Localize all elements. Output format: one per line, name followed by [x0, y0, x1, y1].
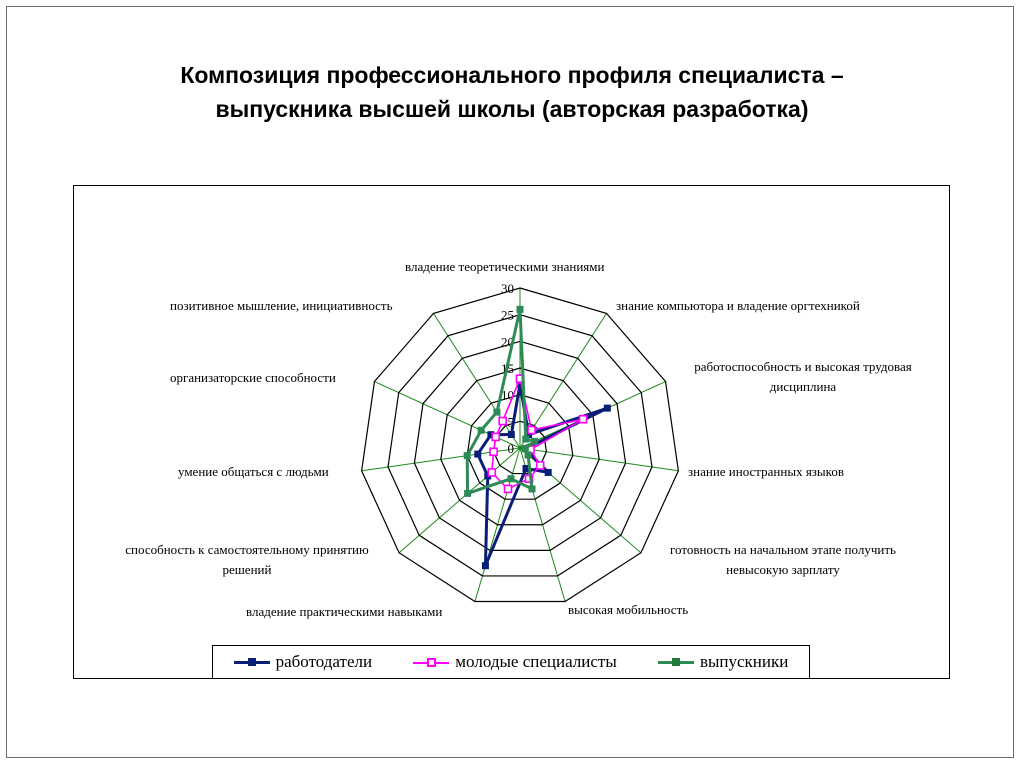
radar-tick-label-5: 25 [501, 307, 514, 323]
axis-label-practical-skills: владение практическими навыками [246, 604, 443, 619]
series-2-point-9 [478, 427, 485, 434]
axis-label-organizational: организаторские способности [170, 370, 336, 385]
legend-item-employers [234, 652, 373, 672]
axis-label-theoretical-knowledge: владение теоретическими знаниями [405, 259, 605, 274]
series-2-point-1 [522, 436, 529, 443]
slide-title-line-2: выпускника высшей школы (авторская разработка) [215, 96, 809, 122]
radar-tick-label-2: 10 [501, 387, 514, 403]
series-2-point-6 [507, 475, 514, 482]
series-1-point-8 [490, 448, 497, 455]
series-1-point-10 [499, 418, 506, 425]
axis-label-low-salary-text: готовность на начальном этапе получить невысокую зарплату [670, 542, 896, 577]
series-1-point-9 [492, 433, 499, 440]
radar-tick-label-6: 30 [501, 281, 514, 296]
legend-label-graduates: выпускники [699, 652, 789, 671]
series-2-point-5 [529, 485, 536, 492]
series-0-point-10 [508, 431, 515, 438]
series-0-point-6 [482, 562, 489, 569]
series-2-point-2 [531, 438, 538, 445]
chart-legend [212, 645, 810, 679]
axis-label-low-salary [648, 540, 918, 580]
series-1-point-6 [504, 485, 511, 492]
axis-label-mobility: высокая мобильность [568, 602, 689, 617]
series-0-point-4 [545, 469, 552, 476]
legend-label-employers: работодатели [275, 652, 373, 671]
series-2-point-0 [517, 306, 524, 313]
axis-label-computer-skills: знание компьютора и владение оргтехникой [616, 298, 860, 313]
legend-label-young-specialists: молодые специалисты [455, 652, 617, 671]
legend-item-young-specialists [413, 652, 616, 672]
series-2-point-10 [493, 409, 500, 416]
axis-label-work-discipline-text: работоспособность и высокая трудовая дисциплина [694, 359, 912, 394]
series-1-point-2 [580, 416, 587, 423]
legend-swatch-employers [234, 656, 270, 668]
axis-label-positive-thinking: позитивное мышление, инициативность [170, 298, 393, 313]
series-1-point-4 [537, 462, 544, 469]
legend-item-graduates [658, 652, 788, 672]
series-2-point-4 [525, 451, 532, 458]
axis-label-foreign-languages: знание иностранных языков [688, 464, 844, 479]
radar-tick-label-0: 0 [507, 441, 514, 456]
axis-label-independent-decisions [102, 540, 392, 580]
radar-tick-label-4: 20 [501, 334, 514, 350]
series-2-point-7 [464, 490, 471, 497]
radar-tick-label-3: 15 [501, 361, 514, 376]
axis-label-work-discipline [672, 357, 934, 397]
series-2-point-8 [464, 452, 471, 459]
series-1-point-7 [488, 469, 495, 476]
legend-swatch-young-specialists [413, 656, 449, 668]
slide-title-line-1: Композиция профессионального профиля специалиста – [180, 62, 844, 88]
series-0-point-2 [604, 405, 611, 412]
axis-label-independent-decisions-text: способность к самостоятельному принятию решений [125, 542, 369, 577]
series-2-point-3 [522, 445, 529, 452]
radar-tick-label-1: 5 [507, 414, 514, 430]
axis-label-communication: умение общаться с людьми [178, 464, 329, 479]
series-0-point-8 [474, 451, 481, 458]
legend-swatch-graduates [658, 656, 694, 668]
series-1-point-1 [528, 427, 535, 434]
